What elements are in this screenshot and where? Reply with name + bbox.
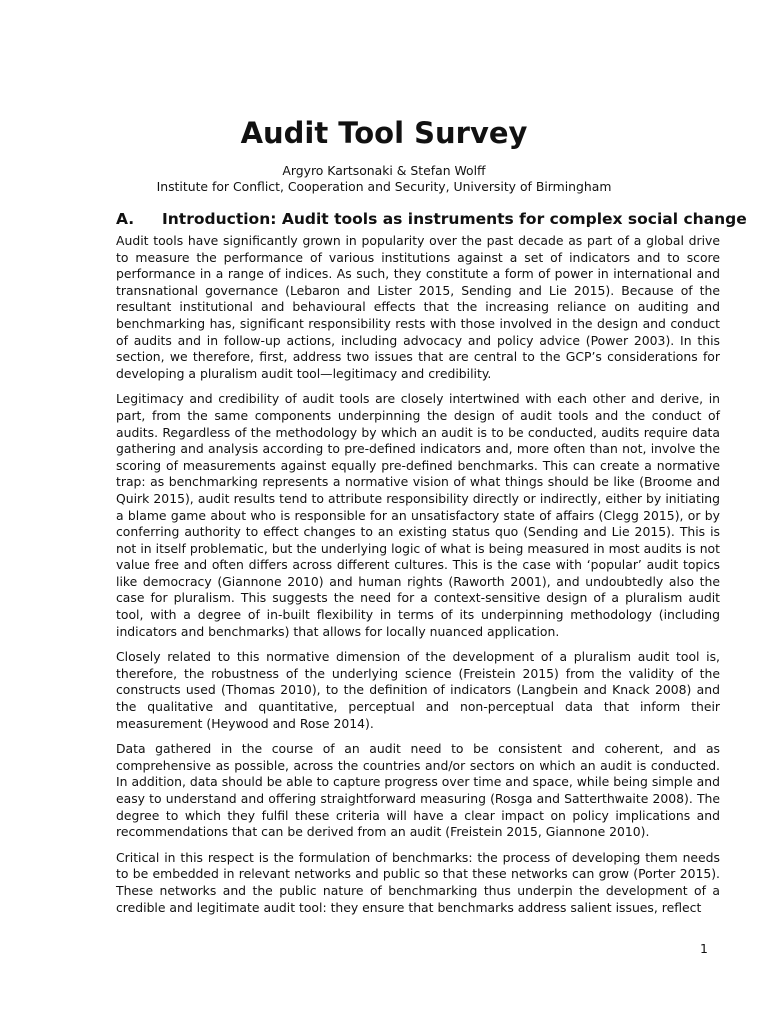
paragraph: Closely related to this normative dimension of the development of a pluralism audit tool is, therefore, the robustness of the underlying science (Freistein 2015) from the validity of the constructs used (Thomas 2010), to the definition of indicators (Langbein and Knack 2008) and the qualitative and quantitative, perceptual and non-perceptual data that inform their measurement (Heywood and Rose 2014). bbox=[116, 649, 720, 731]
section-title: Introduction: Audit tools as instruments for complex social change bbox=[162, 210, 747, 228]
paragraph: Critical in this respect is the formulation of benchmarks: the process of developing them needs to be embedded in relevant networks and public so that these networks can grow (Porter 2015). These networks and the public nature of benchmarking thus underpin the development of a credible and legitimate audit tool: they ensure that benchmarks address salient issues, reflect bbox=[116, 849, 720, 915]
affiliation: Institute for Conflict, Cooperation and Security, University of Birmingham bbox=[156, 179, 612, 194]
page-number: 1 bbox=[700, 941, 708, 956]
paragraph: Legitimacy and credibility of audit tools are closely intertwined with each other and derive, in part, from the same components underpinning the design of audit tools and the conduct of audits. Regardless of the methodology by which an audit is to be conducted, audits require data gathering and analysis according to pre-defined indicators and, more often than not, involve the scoring of measurements against equally pre-defined benchmarks. This can create a normative trap: as benchmarking represents a normative vision of what things should be like (Broome and Quirk 2015), audit results tend to attribute responsibility directly or indirectly, either by initiating a blame game about who is responsible for an unsatisfactory state of affairs (Clegg 2015), or by conferring authority to effect changes to an existing status quo (Sending and Lie 2015). This is not in itself problematic, but the underlying logic of what is being measured in most audits is not value free and often differs across different cultures. This is the case with ‘popular’ audit topics like democracy (Giannone 2010) and human rights (Raworth 2001), and undoubtedly also the case for pluralism. This suggests the need for a context-sensitive design of a pluralism audit tool, with a degree of in-built flexibility in terms of its underpinning methodology (including indicators and benchmarks) that allows for locally nuanced application. bbox=[116, 391, 720, 639]
section-heading bbox=[116, 208, 747, 230]
body-text bbox=[116, 233, 720, 925]
document-title: Audit Tool Survey bbox=[240, 116, 528, 150]
authors: Argyro Kartsonaki & Stefan Wolff bbox=[282, 163, 486, 178]
section-number: A. bbox=[116, 210, 135, 228]
paragraph: Audit tools have significantly grown in popularity over the past decade as part of a global drive to measure the performance of various institutions against a set of indicators and to score performance in a range of indices. As such, they constitute a form of power in international and transnational governance (Lebaron and Lister 2015, Sending and Lie 2015). Because of the resultant institutional and behavioural effects that the increasing reliance on auditing and benchmarking has, significant responsibility rests with those involved in the design and conduct of audits and in follow-up actions, including advocacy and policy advice (Power 2003). In this section, we therefore, first, address two issues that are central to the GCP’s considerations for developing a pluralism audit tool—legitimacy and credibility. bbox=[116, 233, 720, 381]
paragraph: Data gathered in the course of an audit need to be consistent and coherent, and as comprehensive as possible, across the countries and/or sectors on which an audit is conducted. In addition, data should be able to capture progress over time and space, while being simple and easy to understand and offering straightforward measuring (Rosga and Satterthwaite 2008). The degree to which they fulfil these criteria will have a clear impact on policy implications and recommendations that can be derived from an audit (Freistein 2015, Giannone 2010). bbox=[116, 741, 720, 840]
